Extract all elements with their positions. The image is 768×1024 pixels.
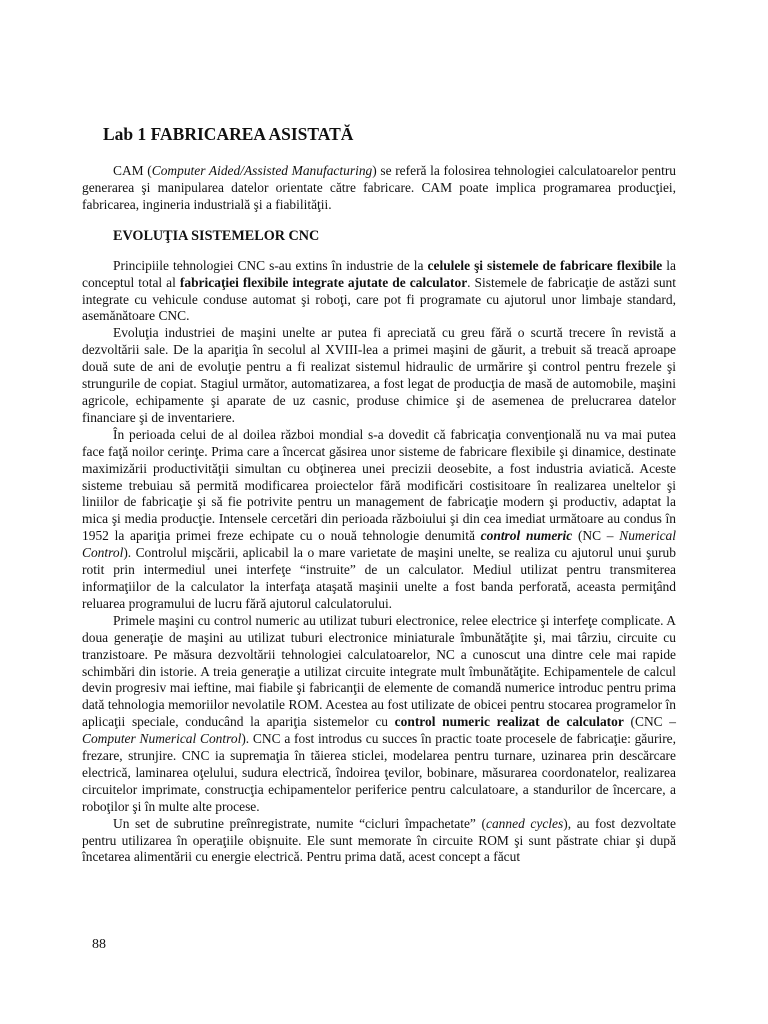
intro-text-2: ) se referă la folosirea tehnologiei calculatoarelor pentru generarea şi manipularea datelor orientate către fabricare. CAM poate implica programarea producţiei, fabricarea, ingineria industrială şi a fiabilităţii.	[82, 163, 677, 212]
p3-text-3: ). Controlul mişcării, aplicabil la o mare varietate de maşini unelte, se realiza cu ajutorul unui şurub rotit prin intermediul unei interfeţe “instruite” de un calculator. Mediul utilizat pentru transmiterea informaţiilor de la calculator la interfaţa ataşată maşinii unelte a fost banda perforată, aceasta permiţând reluarea programului de lucru fără ajutorul calculatorului.	[82, 545, 676, 611]
paragraph-4	[82, 613, 676, 816]
p1-bold-1: celulele şi sistemele de fabricare flexibile	[427, 257, 663, 273]
p4-italic-term: Computer Numerical Control	[82, 731, 242, 747]
paragraph-3	[82, 427, 676, 613]
section-title: EVOLUŢIA SISTEMELOR CNC	[113, 227, 320, 244]
p4-bold-term: control numeric realizat de calculator	[394, 714, 624, 730]
intro-paragraph	[82, 163, 676, 214]
intro-italic-term: Computer Aided/Assisted Manufacturing	[151, 163, 373, 178]
p3-text-1: În perioada celui de al doilea război mondial s-a dovedit că fabricaţia convenţională nu va mai putea face faţă noilor cerinţe. Prima care a încercat găsirea unor sisteme de fabricare flexibile şi dinamice, destinate maximizării productivităţii simultan cu obţinerea unei precizii deosebite, a fost industria aviatică. Aceste sisteme trebuiau să permită modificarea proiectelor fără modificări costisitoare în realizarea uneltelor şi liniilor de fabricaţie şi să fie potrivite pentru un management de fabricaţie modern şi productiv, adaptat la mica şi media producţie. Intensele cercetări din perioada războiului şi din cea imediat următoare au condus în 1952 la apariţia primei freze echipate cu o nouă tehnologie denumită	[82, 426, 676, 544]
p1-bold-2: fabricaţiei flexibile integrate ajutate de calculator	[179, 274, 468, 290]
page-number: 88	[92, 937, 106, 952]
p3-text-2: (NC –	[572, 528, 620, 544]
page-content	[82, 124, 676, 866]
intro-text-1: CAM (	[113, 163, 152, 178]
paragraph-5	[82, 816, 676, 867]
p5-text-2: ), au fost dezvoltate pentru utilizarea în operaţiile obişnuite. Ele sunt memorate în circuite ROM şi sunt păstrate chiar şi după încetarea alimentării cu energie electrică. Pentru prima dată, acest concept a făcut	[82, 815, 676, 865]
p4-text-3: ). CNC a fost introdus cu succes în practic toate procesele de fabricaţie: găurire, frezare, strunjire. CNC ia supremaţia în tăierea sticlei, modelarea pentru turnare, uzinarea prin descărcare electrică, laminarea oţelului, sudura electrică, îndoirea ţevilor, bobinare, măsurarea coordonatelor, realizarea circuitelor imprimate, construcţia echipamentelor periferice pentru calculatoare, a standurilor de încercare, a roboţilor şi în multe alte procese.	[82, 731, 676, 814]
p1-text-3: . Sistemele de fabricaţie de astăzi sunt integrate cu vehicule conduse automat şi roboţi, care pot fi programate cu ajutorul unor limbaje standard, asemănătoare CNC.	[82, 274, 676, 324]
p3-italic-term: Numerical Control	[82, 528, 676, 561]
p3-bold-italic-term: control numeric	[480, 528, 573, 544]
p4-text-1: Primele maşini cu control numeric au utilizat tuburi electronice, relee electrice şi interfeţe complicate. A doua generaţie de maşini au utilizat tuburi electronice miniaturale îmbunătăţite şi, mai târziu, circuite cu tranzistoare. Pe măsura dezvoltării tehnologiei calculatoarelor, NC a cunoscut una dintre cele mai rapide schimbări din istorie. A treia generaţie a utilizat circuite integrate mult îmbunătăţite. Echipamentele de calcul devin progresiv mai ieftine, mai fiabile şi fabricanţii de elemente de comandă numerice introduc pentru prima dată tehnologia memoriilor nevolatile ROM. Acestea au fost utilizate de obicei pentru stocarea programelor în aplicaţii speciale, conducând la apariţia sistemelor cu	[82, 612, 676, 730]
p5-text-1: Un set de subrutine preînregistrate, numite “cicluri împachetate” (	[113, 815, 486, 831]
p4-text-2: (CNC –	[623, 714, 676, 730]
lab-heading: Lab 1 FABRICAREA ASISTATĂ	[103, 124, 354, 144]
paragraph-1	[82, 258, 676, 326]
p1-text-1: Principiile tehnologiei CNC s-au extins în industrie de la	[113, 257, 428, 273]
p5-italic-term: canned cycles	[485, 815, 564, 831]
p1-text-2: la conceptul total al	[82, 257, 676, 290]
paragraph-2: Evoluţia industriei de maşini unelte ar putea fi apreciată cu greu fără o scurtă trecere în revistă a dezvoltării sale. De la apariţia în secolul al XVIII-lea a primei maşini de găurit, a trebuit să treacă aproape două sute de ani de evoluţie pentru a fi realizat sistemul hidraulic de urmărire şi control pentru frezele şi strungurile de copiat. Stagiul următor, automatizarea, a fost legat de producţia de masă de automobile, maşini agricole, echipamente şi aparate de uz casnic, produse chimice şi de asemenea de prelucrarea datelor financiare şi de inventariere.	[82, 325, 676, 425]
